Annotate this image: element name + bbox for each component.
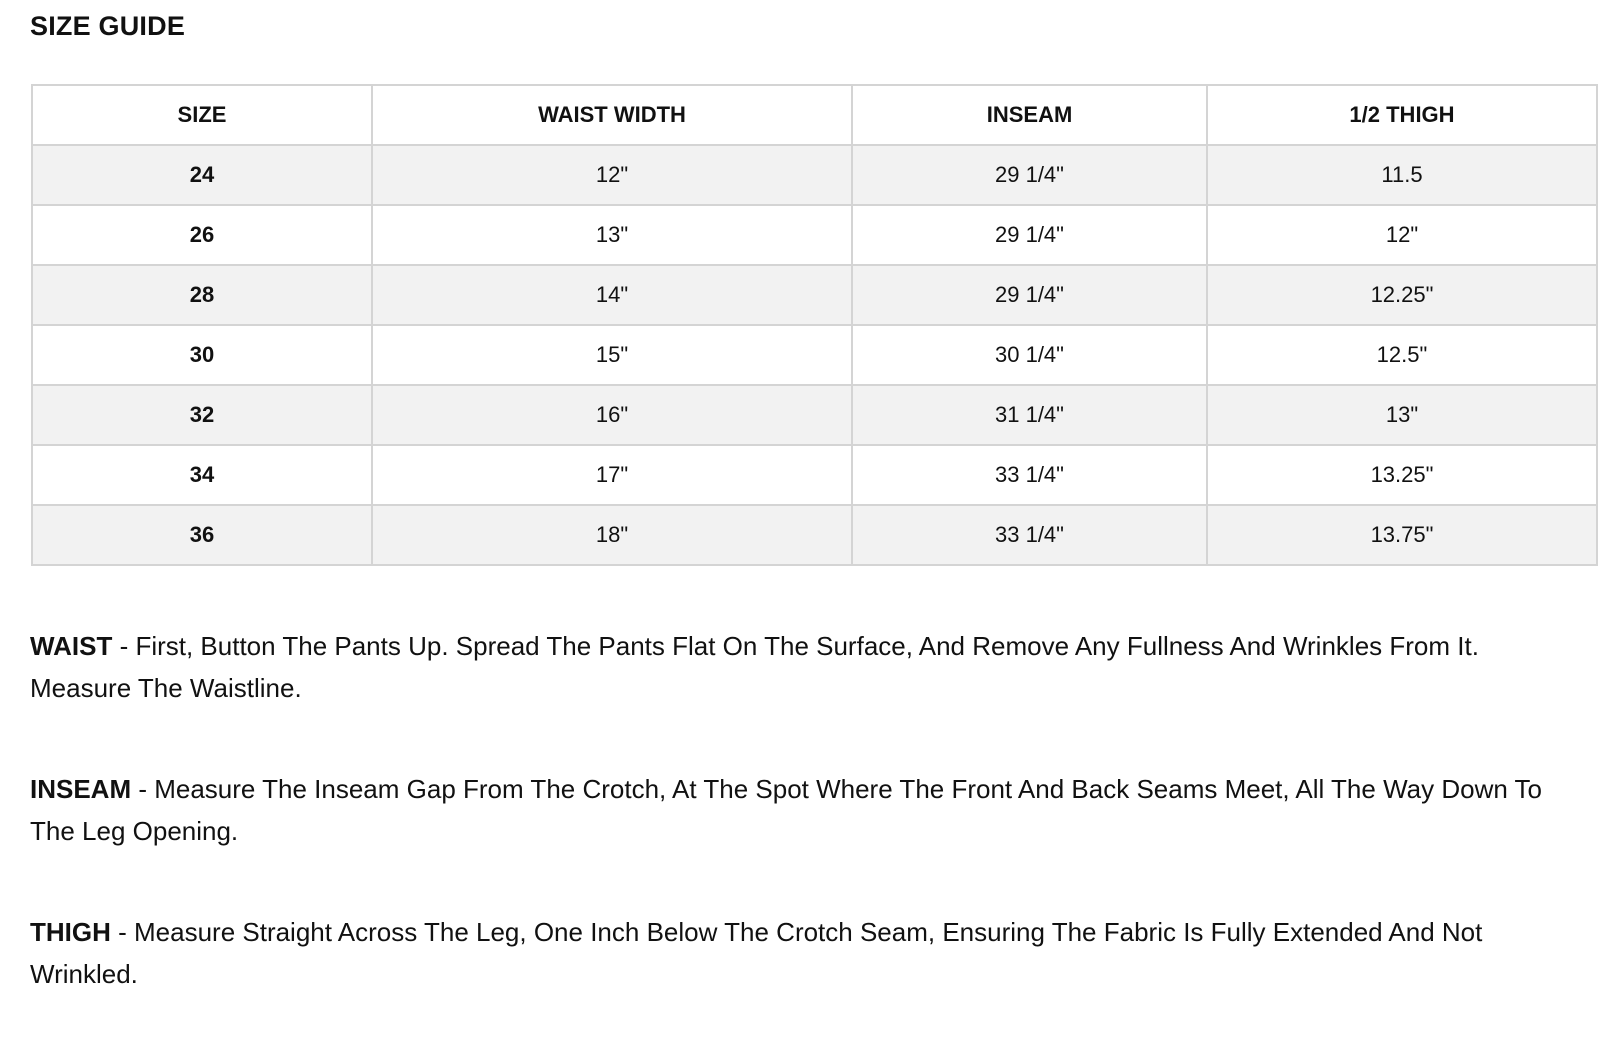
thigh-cell: 13.75" (1207, 505, 1597, 565)
waist-cell: 14" (372, 265, 852, 325)
note-inseam (30, 768, 1585, 852)
header-inseam: INSEAM (852, 85, 1207, 145)
table-row (32, 385, 1597, 445)
header-size: SIZE (32, 85, 372, 145)
table-header (32, 85, 1597, 145)
table-row (32, 505, 1597, 565)
note-term: THIGH (30, 917, 111, 947)
size-cell: 24 (32, 145, 372, 205)
note-term: INSEAM (30, 774, 132, 804)
waist-cell: 13" (372, 205, 852, 265)
inseam-cell: 33 1/4" (852, 445, 1207, 505)
table-row (32, 205, 1597, 265)
size-cell: 30 (32, 325, 372, 385)
page-title: SIZE GUIDE (30, 11, 186, 41)
size-table (31, 84, 1598, 566)
table-row (32, 265, 1597, 325)
waist-cell: 17" (372, 445, 852, 505)
thigh-cell: 12.5" (1207, 325, 1597, 385)
waist-cell: 18" (372, 505, 852, 565)
size-cell: 26 (32, 205, 372, 265)
size-cell: 34 (32, 445, 372, 505)
inseam-cell: 29 1/4" (852, 145, 1207, 205)
thigh-cell: 12" (1207, 205, 1597, 265)
table-body (32, 145, 1597, 565)
size-cell: 28 (32, 265, 372, 325)
header-half-thigh: 1/2 THIGH (1207, 85, 1597, 145)
thigh-cell: 11.5 (1207, 145, 1597, 205)
header-waist-width: WAIST WIDTH (372, 85, 852, 145)
table-row (32, 445, 1597, 505)
thigh-cell: 13" (1207, 385, 1597, 445)
note-term: WAIST (30, 631, 113, 661)
inseam-cell: 33 1/4" (852, 505, 1207, 565)
note-text: - First, Button The Pants Up. Spread The Pants Flat On The Surface, And Remove Any Fullness And Wrinkles From It. Measure The Waistline. (30, 631, 1479, 703)
note-thigh (30, 911, 1585, 995)
measurement-notes (30, 625, 1585, 1054)
inseam-cell: 31 1/4" (852, 385, 1207, 445)
size-cell: 36 (32, 505, 372, 565)
thigh-cell: 13.25" (1207, 445, 1597, 505)
note-text: - Measure The Inseam Gap From The Crotch, At The Spot Where The Front And Back Seams Meet, All The Way Down To The Leg Opening. (30, 774, 1543, 846)
table-row (32, 325, 1597, 385)
waist-cell: 15" (372, 325, 852, 385)
table-row (32, 145, 1597, 205)
waist-cell: 16" (372, 385, 852, 445)
thigh-cell: 12.25" (1207, 265, 1597, 325)
inseam-cell: 29 1/4" (852, 265, 1207, 325)
header-row (32, 85, 1597, 145)
inseam-cell: 29 1/4" (852, 205, 1207, 265)
waist-cell: 12" (372, 145, 852, 205)
size-cell: 32 (32, 385, 372, 445)
inseam-cell: 30 1/4" (852, 325, 1207, 385)
note-text: - Measure Straight Across The Leg, One Inch Below The Crotch Seam, Ensuring The Fabric Is Fully Extended And Not Wrinkled. (30, 917, 1483, 989)
note-waist (30, 625, 1585, 709)
